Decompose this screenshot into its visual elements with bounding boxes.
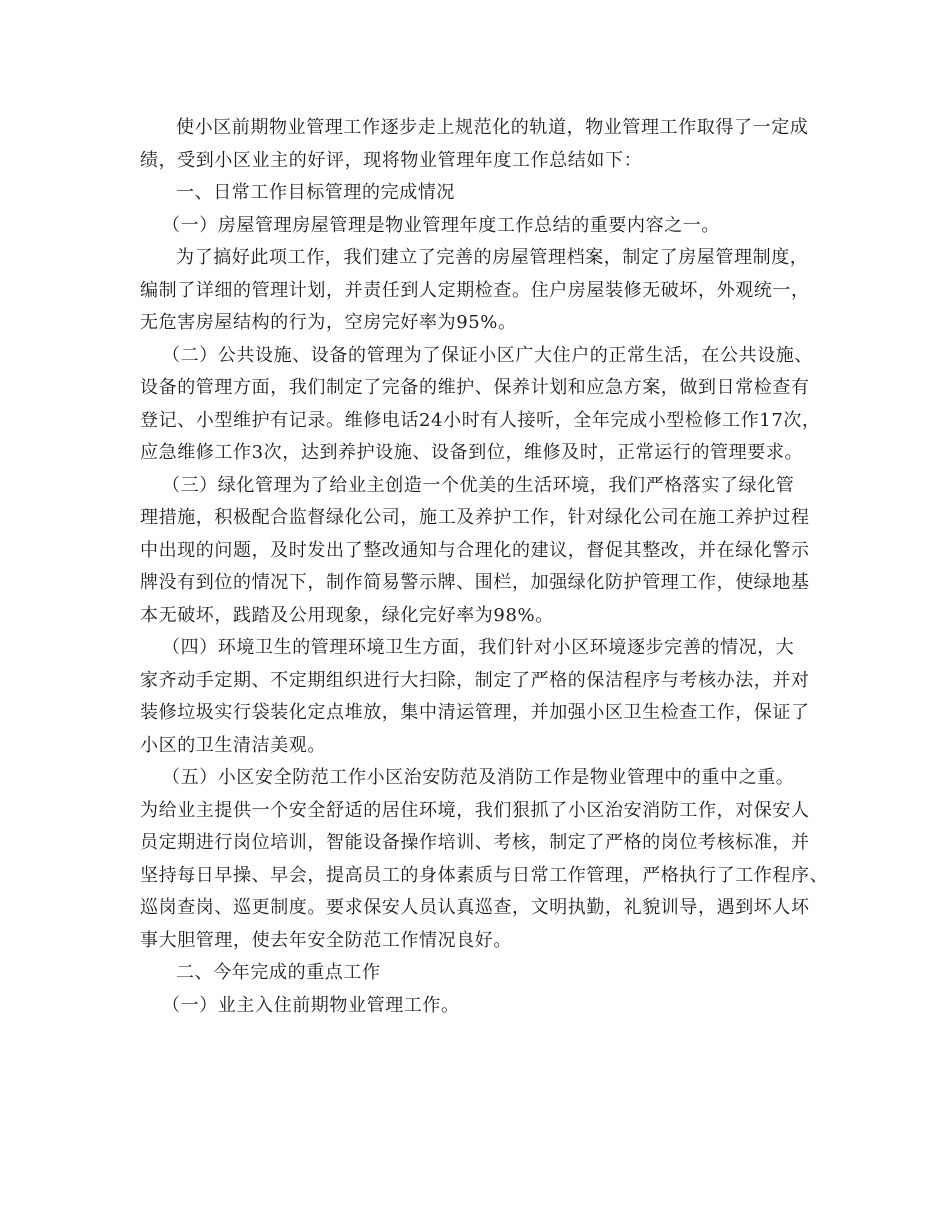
text-line: 为了搞好此项工作，我们建立了完善的房屋管理档案，制定了房屋管理制度，	[176, 247, 809, 268]
text-line: 一、日常工作目标管理的完成情况	[176, 182, 455, 203]
text-line: 事大胆管理，使去年安全防范工作情况良好。	[140, 929, 512, 951]
text-line: （四）环境卫生的管理环境卫生方面，我们针对小区环境逐步完善的情况，大	[162, 637, 795, 658]
document-page	[140, 112, 829, 1022]
text-line: 应急维修工作3次，达到养护设施、设备到位，维修及时，正常运行的管理要求。	[140, 442, 804, 463]
text-line: 使小区前期物业管理工作逐步走上规范化的轨道，物业管理工作取得了一定成	[176, 117, 809, 138]
text-line: （一）业主入住前期物业管理工作。	[162, 994, 460, 1016]
text-line: 理措施，积极配合监督绿化公司，施工及养护工作，针对绿化公司在施工养护过程	[140, 507, 810, 528]
text-line: 二、今年完成的重点工作	[176, 962, 381, 983]
document-body	[140, 112, 829, 1022]
text-line: 小区的卫生清洁美观。	[140, 734, 326, 756]
text-line: 巡岗查岗、巡更制度。要求保安人员认真巡查，文明执勤，礼貌训导，遇到坏人坏	[140, 897, 810, 918]
text-line: 装修垃圾实行袋装化定点堆放，集中清运管理，并加强小区卫生检查工作，保证了	[140, 702, 810, 723]
text-line: 家齐动手定期、不定期组织进行大扫除，制定了严格的保洁程序与考核办法，并对	[140, 669, 810, 691]
text-line: 本无破坏，践踏及公用现象，绿化完好率为98%。	[140, 604, 554, 626]
text-line: （一）房屋管理房屋管理是物业管理年度工作总结的重要内容之一。	[162, 214, 720, 236]
text-line: （五）小区安全防范工作小区治安防范及消防工作是物业管理中的重中之重。	[162, 767, 795, 788]
text-line: 为给业主提供一个安全舒适的居住环境，我们狠抓了小区治安消防工作，对保安人	[140, 799, 810, 821]
text-line: 无危害房屋结构的行为，空房完好率为95%。	[140, 312, 517, 333]
text-line: 设备的管理方面，我们制定了完备的维护、保养计划和应急方案，做到日常检查有	[140, 377, 810, 398]
text-line: （三）绿化管理为了给业主创造一个优美的生活环境，我们严格落实了绿化管	[162, 474, 795, 496]
text-line: 绩，受到小区业主的好评，现将物业管理年度工作总结如下：	[140, 149, 643, 171]
text-line: 牌没有到位的情况下，制作简易警示牌、围栏，加强绿化防护管理工作，使绿地基	[140, 572, 810, 593]
text-line: （二）公共设施、设备的管理为了保证小区广大住户的正常生活，在公共设施、	[162, 344, 813, 366]
text-line: 坚持每日早操、早会，提高员工的身体素质与日常工作管理，严格执行了工作程序、	[140, 864, 829, 886]
text-line: 登记、小型维护有记录。维修电话24小时有人接听，全年完成小型检修工作17次，	[140, 409, 821, 431]
text-line: 中出现的问题，及时发出了整改通知与合理化的建议，督促其整改，并在绿化警示	[140, 539, 810, 561]
text-line: 员定期进行岗位培训，智能设备操作培训、考核，制定了严格的岗位考核标准，并	[140, 832, 810, 853]
text-line: 编制了详细的管理计划，并责任到人定期检查。住户房屋装修无破坏，外观统一，	[140, 279, 810, 301]
